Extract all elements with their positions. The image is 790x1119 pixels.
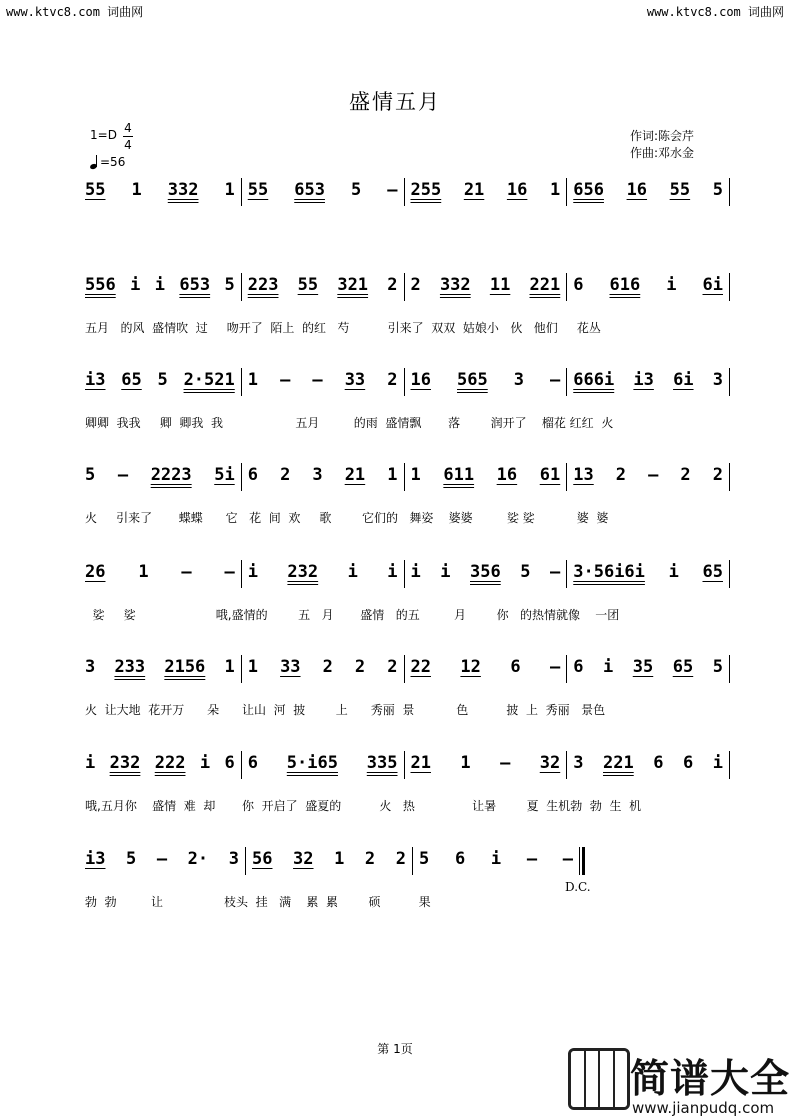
barline bbox=[729, 655, 730, 683]
note-group: 6i bbox=[702, 275, 723, 295]
note-group: 6 bbox=[573, 275, 584, 295]
note-group: 35 bbox=[632, 657, 654, 677]
note-group: – bbox=[526, 849, 538, 869]
note-group: 5 bbox=[157, 370, 168, 390]
note-group: – bbox=[562, 849, 573, 869]
measure bbox=[567, 562, 729, 583]
composer-credit: 作曲:邓水金 bbox=[630, 146, 695, 160]
note-group: 2·521 bbox=[183, 370, 235, 390]
music-row bbox=[85, 657, 730, 693]
note-group: i bbox=[666, 275, 677, 295]
note-group: 321 bbox=[337, 275, 369, 295]
note-group: 2 bbox=[387, 275, 398, 295]
note-group: 5 bbox=[126, 849, 137, 869]
note-group: 5 bbox=[520, 562, 531, 582]
note-group: 1 bbox=[138, 562, 149, 582]
measure bbox=[85, 753, 241, 774]
note-group: 1 bbox=[247, 657, 258, 677]
measure bbox=[242, 275, 404, 296]
note-group: 2 bbox=[712, 465, 723, 485]
note-group: 335 bbox=[366, 753, 398, 773]
note-group: 16 bbox=[410, 370, 431, 390]
barline bbox=[729, 368, 730, 396]
score-system bbox=[85, 465, 730, 535]
barline bbox=[729, 560, 730, 588]
music-row bbox=[85, 180, 730, 216]
note-group: 2 bbox=[280, 465, 291, 485]
note-group: 65 bbox=[702, 562, 723, 582]
note-group: 6 bbox=[247, 465, 258, 485]
note-group: i bbox=[440, 562, 451, 582]
note-group: 356 bbox=[470, 562, 501, 582]
note-group: 65 bbox=[672, 657, 694, 677]
note-group: 2· bbox=[187, 849, 209, 869]
measure bbox=[413, 849, 579, 870]
note-group: – bbox=[312, 370, 323, 390]
lyrics-line: 卿卿 我我 卿 卿我 我 五月 的雨 盛情飘 落 润开了 榴花 红红 火 bbox=[85, 416, 614, 430]
measure bbox=[405, 370, 567, 391]
music-row bbox=[85, 753, 730, 789]
note-group: 653 bbox=[294, 180, 325, 200]
note-group: 255 bbox=[410, 180, 442, 200]
note-group: i3 bbox=[85, 849, 106, 869]
measure bbox=[405, 753, 567, 774]
note-group: i bbox=[154, 275, 165, 295]
note-group: 3 bbox=[573, 753, 584, 773]
note-group: 2156 bbox=[164, 657, 206, 677]
measure bbox=[567, 275, 729, 296]
note-group: 33 bbox=[344, 370, 366, 390]
measure bbox=[242, 370, 404, 391]
note-group: i bbox=[387, 562, 398, 582]
note-group: i bbox=[603, 657, 614, 677]
lyrics-line: 火 引来了 蝶蝶 它 花 间 欢 歌 它们的 舞姿 婆婆 娑 娑 婆 婆 bbox=[85, 511, 609, 525]
measure bbox=[567, 465, 729, 486]
score-system bbox=[85, 180, 730, 250]
note-group: 6 bbox=[454, 849, 466, 869]
note-group: 3·56i6i bbox=[573, 562, 645, 582]
note-group: 232 bbox=[109, 753, 141, 773]
score-system bbox=[85, 370, 730, 440]
music-row bbox=[85, 370, 730, 406]
note-group: 232 bbox=[287, 562, 319, 582]
note-group: 1 bbox=[224, 180, 235, 200]
note-group: – bbox=[648, 465, 659, 485]
measure bbox=[85, 849, 245, 870]
note-group: 21 bbox=[463, 180, 485, 200]
note-group: 332 bbox=[439, 275, 471, 295]
score-system bbox=[85, 562, 730, 632]
note-group: i bbox=[247, 562, 258, 582]
note-group: 16 bbox=[626, 180, 648, 200]
note-group: – bbox=[117, 465, 129, 485]
lyrics-line: 哦,五月你 盛情 难 却 你 开启了 盛夏的 火 热 让暑 夏 生机勃 勃 生 机 bbox=[85, 799, 642, 813]
note-group: 6i bbox=[673, 370, 694, 390]
lyrics-line: 五月 的风 盛情吹 过 吻开了 陌上 的红 芍 引来了 双双 姑娘小 伙 他们 花丛 bbox=[85, 321, 601, 335]
note-group: 2 bbox=[680, 465, 691, 485]
note-group: i bbox=[199, 753, 211, 773]
note-group: i bbox=[130, 275, 141, 295]
note-group: 6 bbox=[224, 753, 235, 773]
barline bbox=[729, 751, 730, 779]
note-group: 6 bbox=[653, 753, 664, 773]
watermark-logo bbox=[568, 1048, 790, 1119]
song-title: 盛情五月 bbox=[349, 90, 441, 114]
lyricist-credit: 作词:陈会芹 bbox=[630, 129, 695, 143]
da-capo-mark: D.C. bbox=[565, 880, 591, 894]
measure bbox=[405, 657, 567, 678]
note-group: 611 bbox=[443, 465, 475, 485]
tempo-value: =56 bbox=[100, 155, 126, 169]
note-group: 16 bbox=[496, 465, 518, 485]
measure bbox=[242, 180, 404, 201]
note-group: – bbox=[156, 849, 168, 869]
note-group: 3 bbox=[85, 657, 96, 677]
watermark-url: www.jianpudq.com bbox=[632, 1099, 775, 1117]
note-group: – bbox=[280, 370, 291, 390]
score-system bbox=[85, 275, 730, 345]
note-group: 3 bbox=[712, 370, 723, 390]
note-group: 616 bbox=[609, 275, 641, 295]
note-group: 56 bbox=[252, 849, 273, 869]
note-group: 5 bbox=[350, 180, 362, 200]
measure bbox=[242, 753, 404, 774]
note-group: 1 bbox=[224, 657, 235, 677]
measure bbox=[242, 657, 404, 678]
note-group: 1 bbox=[410, 465, 421, 485]
note-group: 55 bbox=[669, 180, 691, 200]
note-group: i3 bbox=[85, 370, 106, 390]
note-group: 6 bbox=[573, 657, 584, 677]
lyrics-line: 娑 娑 哦,盛情的 五 月 盛情 的五 月 你 的热情就像 一团 bbox=[85, 608, 620, 622]
note-group: 1 bbox=[247, 370, 258, 390]
measure bbox=[85, 562, 241, 583]
note-group: 6 bbox=[247, 753, 258, 773]
final-barline bbox=[579, 847, 585, 875]
note-group: 221 bbox=[529, 275, 561, 295]
time-signature-top: 4 bbox=[124, 121, 132, 135]
note-group: i bbox=[85, 753, 96, 773]
note-group: i bbox=[668, 562, 679, 582]
time-signature bbox=[123, 121, 133, 152]
measure bbox=[242, 465, 404, 486]
note-group: 13 bbox=[573, 465, 594, 485]
music-row bbox=[85, 849, 585, 885]
note-group: 55 bbox=[297, 275, 319, 295]
note-group: 233 bbox=[114, 657, 146, 677]
note-group: 22 bbox=[410, 657, 431, 677]
note-group: 223 bbox=[247, 275, 279, 295]
note-group: 332 bbox=[167, 180, 199, 200]
note-group: 1 bbox=[334, 849, 345, 869]
note-group: 556 bbox=[85, 275, 116, 295]
measure bbox=[242, 562, 404, 583]
site-header-left: www.ktvc8.com 词曲网 bbox=[6, 5, 144, 19]
note-group: – bbox=[181, 562, 192, 582]
note-group: 32 bbox=[293, 849, 314, 869]
note-group: 33 bbox=[280, 657, 301, 677]
site-header-right: www.ktvc8.com 词曲网 bbox=[646, 5, 784, 19]
piano-keys-icon bbox=[568, 1048, 630, 1110]
note-group: 61 bbox=[539, 465, 561, 485]
note-group: i bbox=[712, 753, 723, 773]
note-group: 2 bbox=[387, 657, 398, 677]
measure bbox=[567, 180, 729, 201]
note-group: 1 bbox=[549, 180, 561, 200]
barline bbox=[729, 178, 730, 206]
note-group: – bbox=[224, 562, 235, 582]
note-group: 1 bbox=[387, 465, 398, 485]
measure bbox=[85, 275, 241, 296]
note-group: i3 bbox=[633, 370, 654, 390]
note-group: 16 bbox=[506, 180, 528, 200]
measure bbox=[567, 370, 729, 391]
score-system bbox=[85, 849, 585, 919]
note-group: 11 bbox=[489, 275, 511, 295]
note-group: 21 bbox=[344, 465, 366, 485]
note-group: i bbox=[410, 562, 421, 582]
barline bbox=[729, 273, 730, 301]
key-signature: 1=D bbox=[90, 128, 117, 142]
note-group: 3 bbox=[513, 370, 524, 390]
score-system bbox=[85, 753, 730, 823]
note-group: 32 bbox=[539, 753, 561, 773]
note-group: 5 bbox=[712, 180, 723, 200]
note-group: 653 bbox=[179, 275, 211, 295]
measure bbox=[85, 180, 241, 201]
note-group: 5 bbox=[224, 275, 235, 295]
watermark-text: 简谱大全 bbox=[630, 1057, 790, 1102]
lyrics-line: 火 让大地 花开万 朵 让山 河 披 上 秀丽 景 色 披 上 秀丽 景色 bbox=[85, 703, 606, 717]
note-group: 5 bbox=[712, 657, 723, 677]
note-group: 55 bbox=[247, 180, 269, 200]
note-group: 55 bbox=[85, 180, 106, 200]
note-group: i bbox=[347, 562, 358, 582]
note-group: – bbox=[550, 370, 561, 390]
note-group: – bbox=[549, 562, 561, 582]
note-group: 21 bbox=[410, 753, 431, 773]
note-group: 2 bbox=[354, 657, 366, 677]
note-group: 2 bbox=[364, 849, 376, 869]
measure bbox=[405, 465, 567, 486]
music-row bbox=[85, 562, 730, 598]
measure bbox=[567, 657, 729, 678]
measure bbox=[85, 657, 241, 678]
note-group: 3 bbox=[312, 465, 323, 485]
lyrics-line: 勃 勃 让 枝头 挂 满 累 累 硕 果 bbox=[85, 895, 431, 909]
note-group: 26 bbox=[85, 562, 106, 582]
note-group: 12 bbox=[460, 657, 481, 677]
note-group: 565 bbox=[457, 370, 488, 390]
note-group: 6 bbox=[682, 753, 694, 773]
note-group: 5i bbox=[214, 465, 235, 485]
note-group: 2 bbox=[387, 370, 398, 390]
note-group: 222 bbox=[154, 753, 186, 773]
note-group: 3 bbox=[228, 849, 239, 869]
measure bbox=[405, 562, 567, 583]
note-group: 221 bbox=[603, 753, 634, 773]
note-group: 6 bbox=[510, 657, 521, 677]
note-group: 1 bbox=[460, 753, 471, 773]
note-group: 2 bbox=[322, 657, 333, 677]
time-signature-bottom: 4 bbox=[124, 138, 132, 152]
note-group: 5 bbox=[419, 849, 430, 869]
note-group: 666i bbox=[573, 370, 615, 390]
note-group: 1 bbox=[131, 180, 142, 200]
note-group: – bbox=[500, 753, 511, 773]
note-group: 2223 bbox=[150, 465, 192, 485]
music-row bbox=[85, 465, 730, 501]
measure bbox=[405, 275, 567, 296]
measure bbox=[567, 753, 729, 774]
note-group: 5·i65 bbox=[286, 753, 338, 773]
note-group: – bbox=[549, 657, 561, 677]
measure bbox=[85, 370, 241, 391]
note-group: – bbox=[387, 180, 398, 200]
measure bbox=[85, 465, 241, 486]
measure bbox=[405, 180, 567, 201]
note-group: 2 bbox=[395, 849, 406, 869]
note-group: 2 bbox=[410, 275, 421, 295]
note-group: 2 bbox=[615, 465, 627, 485]
measure bbox=[246, 849, 412, 870]
page-number: 第 1页 bbox=[377, 1042, 413, 1056]
music-row bbox=[85, 275, 730, 311]
tempo-marking bbox=[90, 155, 125, 169]
note-group: 5 bbox=[85, 465, 96, 485]
quarter-note-icon bbox=[90, 155, 98, 169]
note-group: 65 bbox=[121, 370, 142, 390]
note-group: 656 bbox=[573, 180, 604, 200]
note-group: i bbox=[490, 849, 502, 869]
barline bbox=[729, 463, 730, 491]
score-system bbox=[85, 657, 730, 727]
